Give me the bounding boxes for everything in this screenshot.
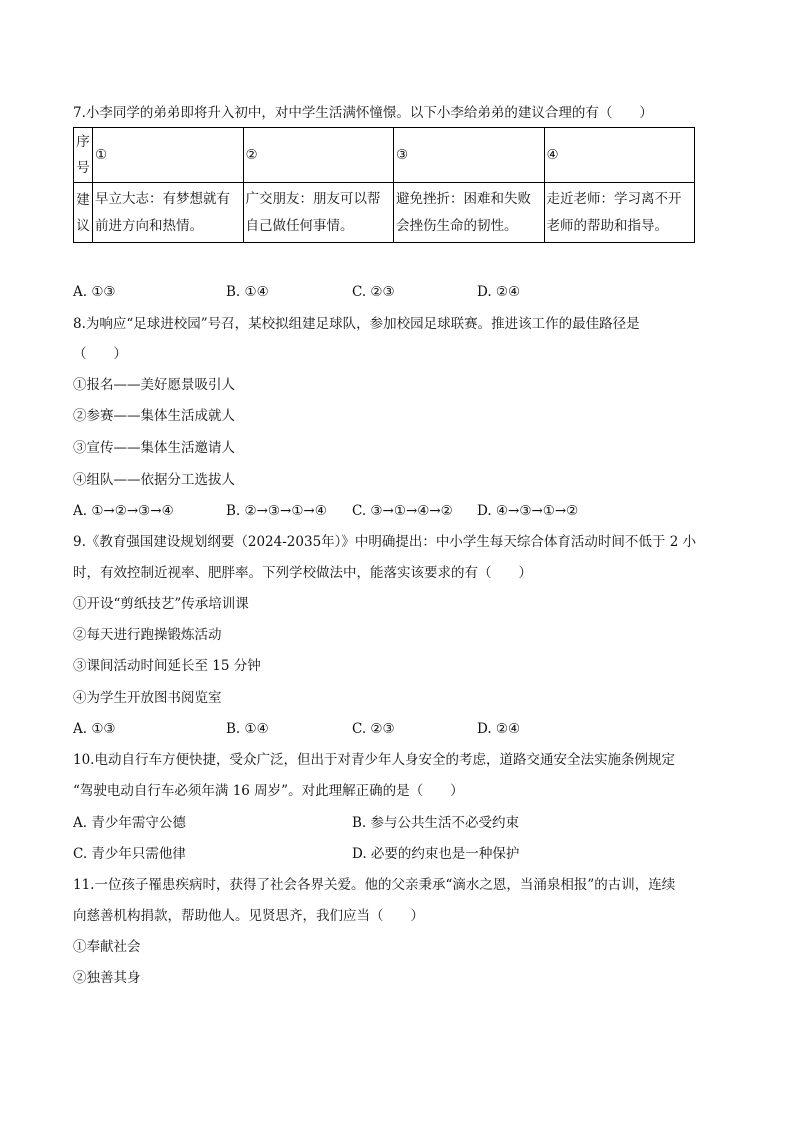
q7-col-1: ① [93,128,244,183]
q7-row-label: 建议 [74,183,93,243]
table-row [74,183,695,243]
q7-cell-2: 广交朋友：朋友可以帮自己做任何事情。 [243,183,394,243]
q8-item-2: ②参赛——集体生活成就人 [73,408,235,424]
q9-option-d: D. ②④ [477,721,521,737]
q9-option-a: A. ①③ [73,721,116,737]
q9-item-2: ②每天进行跑操锻炼活动 [73,627,222,643]
q8-option-a: A. ①→②→③→④ [73,503,174,519]
q7-option-d: D. ②④ [477,284,521,300]
q8-option-b: B. ②→③→①→④ [226,503,327,519]
q8-option-d: D. ④→③→①→② [477,503,579,519]
q7-cell-4: 走近老师：学习离不开老师的帮助和指导。 [544,183,695,243]
q9-item-1: ①开设“剪纸技艺”传承培训课 [73,596,249,612]
q10-option-b: B. 参与公共生活不必受约束 [352,815,520,831]
q7-option-c: C. ②③ [352,284,395,300]
q7-header-label: 序号 [74,128,93,183]
q10-stem-line1: 10.电动自行车方便快捷，受众广泛，但出于对青少年人身安全的考虑，道路交通安全法实施条例规定 [73,752,675,768]
q7-option-a: A. ①③ [73,284,116,300]
q8-option-c: C. ③→①→④→② [352,503,453,519]
q10-option-c: C. 青少年只需他律 [73,846,186,862]
q7-col-3: ③ [394,128,545,183]
q9-item-3: ③课间活动时间延长至 15 分钟 [73,658,261,674]
q7-cell-3: 避免挫折：困难和失败会挫伤生命的韧性。 [394,183,545,243]
q11-stem-line2: 向慈善机构捐款，帮助他人。见贤思齐，我们应当（ ） [73,908,424,924]
q8-stem-line1: 8.为响应“足球进校园”号召，某校拟组建足球队，参加校园足球联赛。推进该工作的最佳路径是 [73,316,640,332]
q10-option-d: D. 必要的约束也是一种保护 [352,846,520,862]
q10-option-a: A. 青少年需守公德 [73,815,186,831]
q7-cell-1: 早立大志：有梦想就有前进方向和热情。 [93,183,244,243]
q7-col-4: ④ [544,128,695,183]
q11-stem-line1: 11.一位孩子罹患疾病时，获得了社会各界关爱。他的父亲秉承“滴水之恩，当涌泉相报”的古训，连续 [73,877,676,893]
table-row [74,128,695,183]
q9-option-b: B. ①④ [226,721,269,737]
q8-item-3: ③宣传——集体生活邀请人 [73,440,235,456]
q11-item-1: ①奉献社会 [73,939,141,955]
q8-item-1: ①报名——美好愿景吸引人 [73,377,235,393]
q11-item-2: ②独善其身 [73,970,141,986]
q7-col-2: ② [243,128,394,183]
q9-stem-line1: 9.《教育强国建设规划纲要（2024-2035年）》中明确提出：中小学生每天综合体育活动时间不低于 2 小 [73,534,697,550]
q8-stem-line2: （ ） [73,346,127,362]
q7-table [73,127,695,243]
q7-stem: 7.小李同学的弟弟即将升入初中，对中学生活满怀憧憬。以下小李给弟弟的建议合理的有（ ） [73,105,653,121]
q9-item-4: ④为学生开放图书阅览室 [73,690,222,706]
q7-option-b: B. ①④ [226,284,269,300]
q9-stem-line2: 时，有效控制近视率、肥胖率。下列学校做法中，能落实该要求的有（ ） [73,565,532,581]
q9-option-c: C. ②③ [352,721,395,737]
q10-stem-line2: “驾驶电动自行车必须年满 16 周岁”。对此理解正确的是（ ） [73,783,464,799]
q8-item-4: ④组队——依据分工选拔人 [73,472,235,488]
